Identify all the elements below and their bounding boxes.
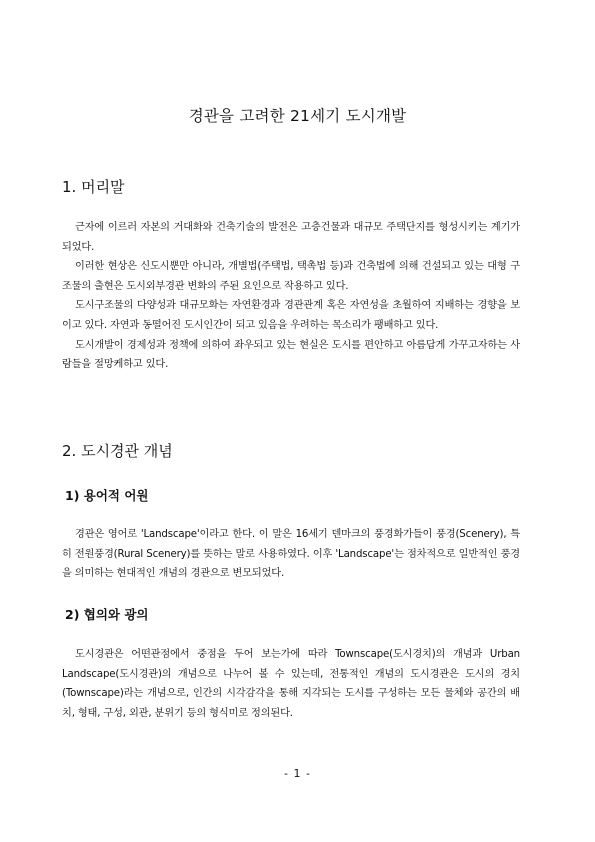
section-body-intro — [62, 218, 520, 375]
paragraph: 도시개발이 경제성과 정책에 의하여 좌우되고 있는 현실은 도시를 편안하고 아름답게 가꾸고자하는 사람들을 절망케하고 있다. — [62, 339, 520, 371]
paragraph: 경관은 영어로 'Landscape'이라고 한다. 이 말은 16세기 덴마크의 풍경화가들이 풍경(Scenery), 특히 전원풍경(Rural Scenery)를 뜻하는 말로 사용하였다. 이후 'Landscape'는 점차적으로 일반적인 풍경을 의미하는 현대적인 개념의 경관으로 변모되었다. — [62, 529, 520, 580]
paragraph: 도시경관은 어떤관점에서 중점을 두어 보는가에 따라 Townscape(도시경치)의 개념과 Urban Landscape(도시경관)의 개념으로 나누어 볼 수 있는데, 전통적인 개념의 도시경관은 도시의 경치 (Townscape)라는 개념으로, 인간의 시각감각을 통해 지각되는 도시를 구성하는 모든 물체와 공간의 배치, 형태, 구성, 외관, 분위기 등의 형식미로 정의된다. — [62, 649, 520, 719]
subsection-heading-scope: 2) 협의와 광의 — [65, 607, 149, 622]
paragraph: 이러한 현상은 신도시뿐만 아니라, 개별법(주택법, 택촉법 등)과 건축법에 의해 건설되고 있는 대형 구조물의 출현은 도시외부경관 변화의 주된 요인으로 작용하고 있다. — [62, 261, 520, 292]
subsection-body-etymology — [62, 525, 520, 584]
paragraph: 근자에 이르러 자본의 거대화와 건축기술의 발전은 고층건물과 대규모 주택단지를 형성시키는 계기가 되었다. — [62, 222, 520, 253]
paragraph: 도시구조물의 다양성과 대규모화는 자연환경과 경관관계 혹은 자연성을 초월하여 지배하는 경향을 보이고 있다. 자연과 동떨어진 도시인간이 되고 있음을 우려하는 목소리가 팽배하고 있다. — [62, 300, 520, 331]
section-heading-concept: 2. 도시경관 개념 — [62, 442, 173, 460]
section-heading-intro: 1. 머리말 — [62, 178, 125, 196]
subsection-body-scope — [62, 645, 520, 723]
document-title: 경관을 고려한 21세기 도시개발 — [188, 107, 407, 125]
subsection-heading-etymology: 1) 용어적 어원 — [65, 488, 149, 503]
page-number: - 1 - — [284, 767, 311, 780]
